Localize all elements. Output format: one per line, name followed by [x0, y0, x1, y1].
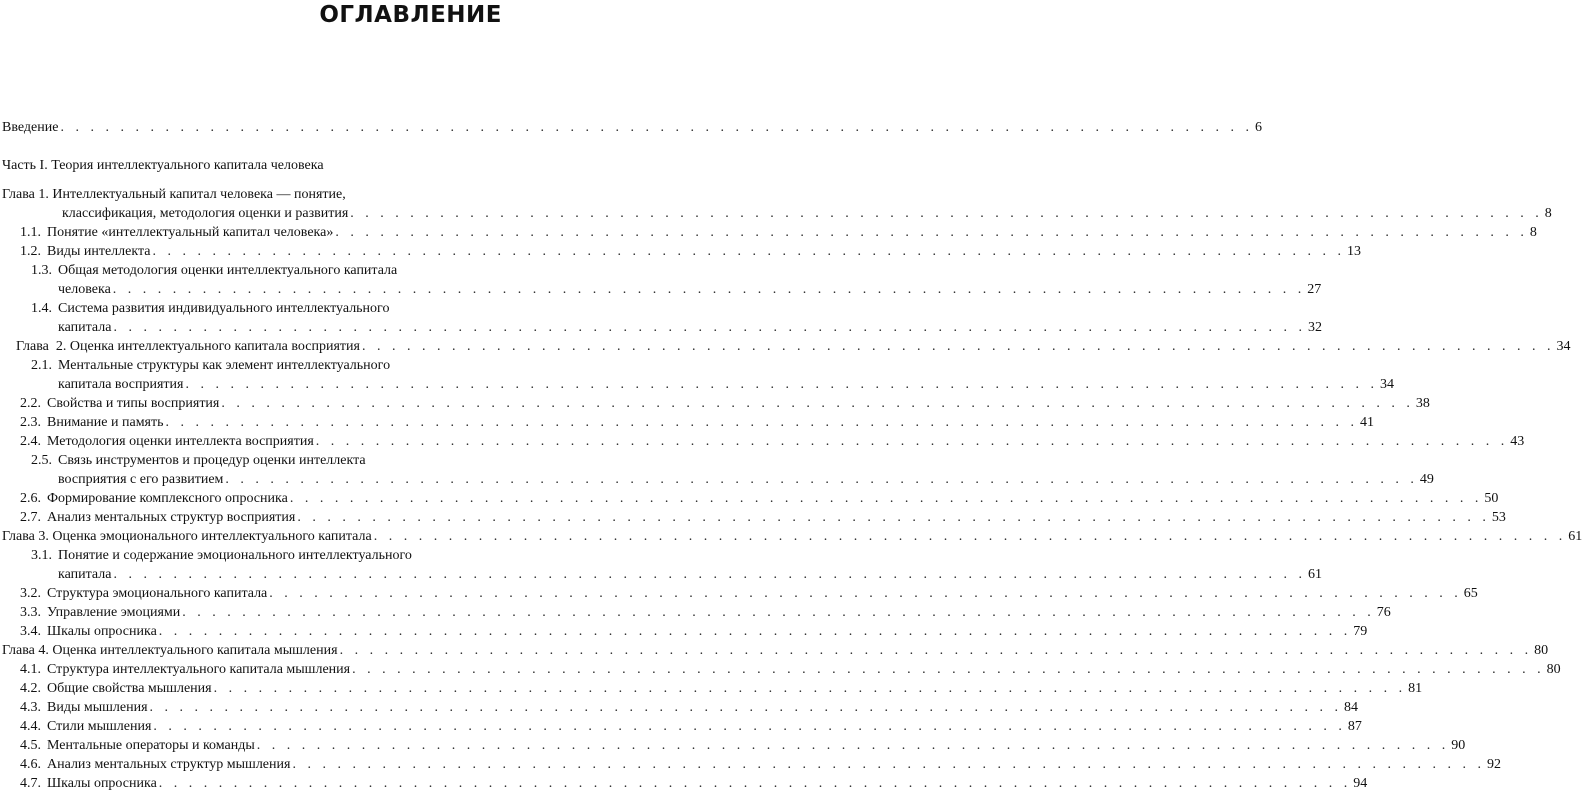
toc-entry[interactable] [0, 432, 1525, 451]
toc-entry[interactable] [0, 451, 1434, 489]
leader-dots: . . . . . . . . . . . . . . . . . . . . . . . . . . . . . . . . . . . . . . . . . . . . . . . . . . . . . . . . . . . . . . . . . . . . . . . . . . . . . . . . [269, 586, 1462, 601]
toc-entry[interactable] [0, 118, 1262, 137]
leader-dots: . . . . . . . . . . . . . . . . . . . . . . . . . . . . . . . . . . . . . . . . . . . . . . . . . . . . . . . . . . . . . . . . . . . . . . . . . . . . . . . . [153, 719, 1346, 734]
leader-dots: . . . . . . . . . . . . . . . . . . . . . . . . . . . . . . . . . . . . . . . . . . . . . . . . . . . . . . . . . . . . . . . . . . . . . . . . . . . . . . . . [221, 396, 1414, 411]
toc-entry-number: 4.4. [20, 719, 41, 734]
toc-entry-title: Структура эмоционального капитала [47, 586, 268, 601]
toc-page-number: 61 [1568, 529, 1583, 544]
toc-page-number: 79 [1353, 624, 1368, 639]
toc-entry-number: 1.4. [31, 301, 52, 316]
leader-dots: . . . . . . . . . . . . . . . . . . . . . . . . . . . . . . . . . . . . . . . . . . . . . . . . . . . . . . . . . . . . . . . . . . . . . . . . . . . . . . . . [152, 244, 1345, 259]
leader-dots: . . . . . . . . . . . . . . . . . . . . . . . . . . . . . . . . . . . . . . . . . . . . . . . . . . . . . . . . . . . . . . . . . . . . . . . . . . . . . . . . [297, 510, 1490, 525]
toc-entry[interactable] [0, 356, 1394, 394]
toc-page-number: 81 [1408, 681, 1423, 696]
toc-page-number: 34 [1379, 377, 1394, 392]
toc-entry[interactable] [0, 223, 1537, 242]
toc-entry[interactable] [0, 337, 1571, 356]
toc-entry-title: Виды мышления [47, 700, 148, 715]
toc-entry-number: 3.3. [20, 605, 41, 620]
toc-entry-number: 4.3. [20, 700, 41, 715]
toc-entry-title: Связь инструментов и процедур оценки интеллекта [58, 453, 366, 468]
toc-entry-title: Часть I. Теория интеллектуального капитала человека [2, 158, 324, 173]
toc-page-number: 80 [1534, 643, 1549, 658]
toc-page-number: 76 [1376, 605, 1391, 620]
toc-page-number: 43 [1510, 434, 1525, 449]
toc-entry-title: Ментальные операторы и команды [47, 738, 255, 753]
toc-entry-title: Глава 4. Оценка интеллектуального капитала мышления [2, 643, 338, 658]
toc-page-number: 53 [1491, 510, 1506, 525]
toc-page-number: 6 [1254, 120, 1262, 135]
toc-entry-title: Стили мышления [47, 719, 152, 734]
toc-page-number: 90 [1451, 738, 1466, 753]
leader-dots: . . . . . . . . . . . . . . . . . . . . . . . . . . . . . . . . . . . . . . . . . . . . . . . . . . . . . . . . . . . . . . . . . . . . . . . . . . . . . . . . [373, 529, 1567, 544]
leader-dots: . . . . . . . . . . . . . . . . . . . . . . . . . . . . . . . . . . . . . . . . . . . . . . . . . . . . . . . . . . . . . . . . . . . . . . . . . . . . . . . . [60, 120, 1253, 135]
toc-entry[interactable] [0, 755, 1501, 774]
toc-page-number: 92 [1486, 757, 1501, 772]
toc-entry-number: 2.1. [31, 358, 52, 373]
toc-entry-number: 4.5. [20, 738, 41, 753]
toc-entry-number: 2.6. [20, 491, 41, 506]
toc-entry-number: 1.1. [20, 225, 41, 240]
toc-entry[interactable] [0, 774, 1368, 793]
toc-entry-title: Анализ ментальных структур мышления [47, 757, 291, 772]
toc-page-number: 65 [1463, 586, 1478, 601]
toc-page-number: 8 [1544, 206, 1552, 221]
toc-entry[interactable] [0, 185, 1552, 223]
toc-entry[interactable] [0, 584, 1478, 603]
leader-dots: . . . . . . . . . . . . . . . . . . . . . . . . . . . . . . . . . . . . . . . . . . . . . . . . . . . . . . . . . . . . . . . . . . . . . . . . . . . . . . . . [113, 567, 1306, 582]
toc-entry[interactable] [0, 527, 1583, 546]
leader-dots: . . . . . . . . . . . . . . . . . . . . . . . . . . . . . . . . . . . . . . . . . . . . . . . . . . . . . . . . . . . . . . . . . . . . . . . . . . . . . . . . [225, 472, 1418, 487]
toc-entry-title: Свойства и типы восприятия [47, 396, 220, 411]
leader-dots: . . . . . . . . . . . . . . . . . . . . . . . . . . . . . . . . . . . . . . . . . . . . . . . . . . . . . . . . . . . . . . . . . . . . . . . . . . . . . . . . [165, 415, 1358, 430]
leader-dots: . . . . . . . . . . . . . . . . . . . . . . . . . . . . . . . . . . . . . . . . . . . . . . . . . . . . . . . . . . . . . . . . . . . . . . . . . . . . . . . . [213, 681, 1407, 696]
toc-page-number: 34 [1556, 339, 1571, 354]
toc-page-number: 80 [1546, 662, 1561, 677]
toc-entry-title: Глава 3. Оценка эмоционального интеллектуального капитала [2, 529, 372, 544]
toc-entry-number: 2.3. [20, 415, 41, 430]
toc-entry[interactable] [0, 413, 1374, 432]
toc-entry[interactable] [0, 736, 1466, 755]
toc-entry-title: Система развития индивидуального интеллектуального [58, 301, 390, 316]
toc-page-number: 61 [1307, 567, 1322, 582]
toc-entry[interactable] [0, 489, 1499, 508]
toc-entry-number: 2.5. [31, 453, 52, 468]
toc-entry[interactable] [0, 261, 1322, 299]
toc-entry-title: Шкалы опросника [47, 624, 157, 639]
leader-dots: . . . . . . . . . . . . . . . . . . . . . . . . . . . . . . . . . . . . . . . . . . . . . . . . . . . . . . . . . . . . . . . . . . . . . . . . . . . . . . . . [256, 738, 1450, 753]
leader-dots: . . . . . . . . . . . . . . . . . . . . . . . . . . . . . . . . . . . . . . . . . . . . . . . . . . . . . . . . . . . . . . . . . . . . . . . . . . . . . . . . [112, 282, 1306, 297]
toc-entry-number: 1.2. [20, 244, 41, 259]
toc-entry-number: 4.6. [20, 757, 41, 772]
toc-entry[interactable] [0, 508, 1506, 527]
toc-entry-number: 4.1. [20, 662, 41, 677]
toc-entry-title-continued: капитала [58, 320, 112, 335]
toc-entry-number: 1.3. [31, 263, 52, 278]
toc-entry-title-continued: капитала [58, 567, 112, 582]
toc-entry-title: Понятие «интеллектуальный капитал человека» [47, 225, 334, 240]
toc-page-number: 27 [1307, 282, 1322, 297]
leader-dots: . . . . . . . . . . . . . . . . . . . . . . . . . . . . . . . . . . . . . . . . . . . . . . . . . . . . . . . . . . . . . . . . . . . . . . . . . . . . . . . . [361, 339, 1555, 354]
toc-entry-number: 4.2. [20, 681, 41, 696]
toc-entry[interactable] [0, 660, 1561, 679]
leader-dots: . . . . . . . . . . . . . . . . . . . . . . . . . . . . . . . . . . . . . . . . . . . . . . . . . . . . . . . . . . . . . . . . . . . . . . . . . . . . . . . . [113, 320, 1306, 335]
toc-entry-number: 3.1. [31, 548, 52, 563]
toc-page-number: 50 [1484, 491, 1499, 506]
leader-dots: . . . . . . . . . . . . . . . . . . . . . . . . . . . . . . . . . . . . . . . . . . . . . . . . . . . . . . . . . . . . . . . . . . . . . . . . . . . . . . . . [289, 491, 1483, 506]
toc-entry-title-continued: восприятия с его развитием [58, 472, 224, 487]
toc-entry-number: 3.2. [20, 586, 41, 601]
toc-entry[interactable] [0, 156, 508, 175]
leader-dots: . . . . . . . . . . . . . . . . . . . . . . . . . . . . . . . . . . . . . . . . . . . . . . . . . . . . . . . . . . . . . . . . . . . . . . . . . . . . . . . . [315, 434, 1509, 449]
toc-entry-title: Шкалы опросника [47, 776, 157, 791]
leader-dots: . . . . . . . . . . . . . . . . . . . . . . . . . . . . . . . . . . . . . . . . . . . . . . . . . . . . . . . . . . . . . . . . . . . . . . . . . . . . . . . . [158, 624, 1352, 639]
toc-entry-number: 4.7. [20, 776, 41, 791]
leader-dots: . . . . . . . . . . . . . . . . . . . . . . . . . . . . . . . . . . . . . . . . . . . . . . . . . . . . . . . . . . . . . . . . . . . . . . . . . . . . . . . . [182, 605, 1375, 620]
toc-entry-title: Формирование комплексного опросника [47, 491, 288, 506]
leader-dots: . . . . . . . . . . . . . . . . . . . . . . . . . . . . . . . . . . . . . . . . . . . . . . . . . . . . . . . . . . . . . . . . . . . . . . . . . . . . . . . . [149, 700, 1343, 715]
toc-page-number: 13 [1346, 244, 1361, 259]
toc-page-number: 84 [1344, 700, 1359, 715]
toc-entry-number: 2.7. [20, 510, 41, 525]
table-of-contents [0, 118, 1583, 793]
toc-entry[interactable] [0, 641, 1549, 660]
toc-entry[interactable] [0, 546, 1322, 584]
toc-entry-number: 3.4. [20, 624, 41, 639]
toc-entry-title: Виды интеллекта [47, 244, 151, 259]
toc-entry-title: Анализ ментальных структур восприятия [47, 510, 296, 525]
leader-dots: . . . . . . . . . . . . . . . . . . . . . . . . . . . . . . . . . . . . . . . . . . . . . . . . . . . . . . . . . . . . . . . . . . . . . . . . . . . . . . . . [339, 643, 1533, 658]
page-title: ОГЛАВЛЕНИЕ [319, 2, 502, 28]
toc-entry-number: 2.2. [20, 396, 41, 411]
toc-entry[interactable] [0, 622, 1368, 641]
leader-dots: . . . . . . . . . . . . . . . . . . . . . . . . . . . . . . . . . . . . . . . . . . . . . . . . . . . . . . . . . . . . . . . . . . . . . . . . . . . . . . . . [350, 206, 1543, 221]
toc-entry-title-continued: человека [58, 282, 111, 297]
toc-entry[interactable] [0, 717, 1362, 736]
toc-page-number: 8 [1529, 225, 1537, 240]
toc-page-number: 94 [1353, 776, 1368, 791]
toc-entry-title: Глава 1. Интеллектуальный капитал человека — понятие, [2, 187, 346, 202]
toc-entry-title: Общие свойства мышления [47, 681, 212, 696]
toc-page-number: 41 [1360, 415, 1374, 430]
toc-entry-title: Структура интеллектуального капитала мышления [47, 662, 351, 677]
toc-entry-title: Понятие и содержание эмоционального интеллектуального [58, 548, 412, 563]
toc-page-number: 38 [1415, 396, 1430, 411]
leader-dots: . . . . . . . . . . . . . . . . . . . . . . . . . . . . . . . . . . . . . . . . . . . . . . . . . . . . . . . . . . . . . . . . . . . . . . . . . . . . . . . . [185, 377, 1378, 392]
toc-entry-title: Общая методология оценки интеллектуального капитала [58, 263, 398, 278]
toc-page-number: 87 [1347, 719, 1362, 734]
toc-entry-title: Ментальные структуры как элемент интеллектуального [58, 358, 391, 373]
toc-entry-title: Введение [2, 120, 59, 135]
toc-entry-title-continued: капитала восприятия [58, 377, 184, 392]
toc-entry-title: Управление эмоциями [47, 605, 181, 620]
toc-entry[interactable] [0, 603, 1391, 622]
leader-dots: . . . . . . . . . . . . . . . . . . . . . . . . . . . . . . . . . . . . . . . . . . . . . . . . . . . . . . . . . . . . . . . . . . . . . . . . . . . . . . . . [292, 757, 1485, 772]
toc-page-number: 49 [1419, 472, 1434, 487]
leader-dots: . . . . . . . . . . . . . . . . . . . . . . . . . . . . . . . . . . . . . . . . . . . . . . . . . . . . . . . . . . . . . . . . . . . . . . . . . . . . . . . . [352, 662, 1545, 677]
leader-dots: . . . . . . . . . . . . . . . . . . . . . . . . . . . . . . . . . . . . . . . . . . . . . . . . . . . . . . . . . . . . . . . . . . . . . . . . . . . . . . . . [335, 225, 1528, 240]
toc-entry-title: Методология оценки интеллекта восприятия [47, 434, 314, 449]
toc-entry[interactable] [0, 242, 1361, 261]
toc-entry-title-continued: классификация, методология оценки и развития [62, 206, 349, 221]
toc-entry-number: 2.4. [20, 434, 41, 449]
toc-page-number: 32 [1307, 320, 1322, 335]
toc-entry[interactable] [0, 299, 1322, 337]
toc-entry[interactable] [0, 698, 1359, 717]
toc-entry-title: Внимание и память [47, 415, 164, 430]
toc-entry-title: Глава 2. Оценка интеллектуального капитала восприятия [16, 339, 360, 354]
toc-entry[interactable] [0, 679, 1423, 698]
toc-entry[interactable] [0, 394, 1430, 413]
leader-dots: . . . . . . . . . . . . . . . . . . . . . . . . . . . . . . . . . . . . . . . . . . . . . . . . . . . . . . . . . . . . . . . . . . . . . . . . . . . . . . . . [158, 776, 1352, 791]
